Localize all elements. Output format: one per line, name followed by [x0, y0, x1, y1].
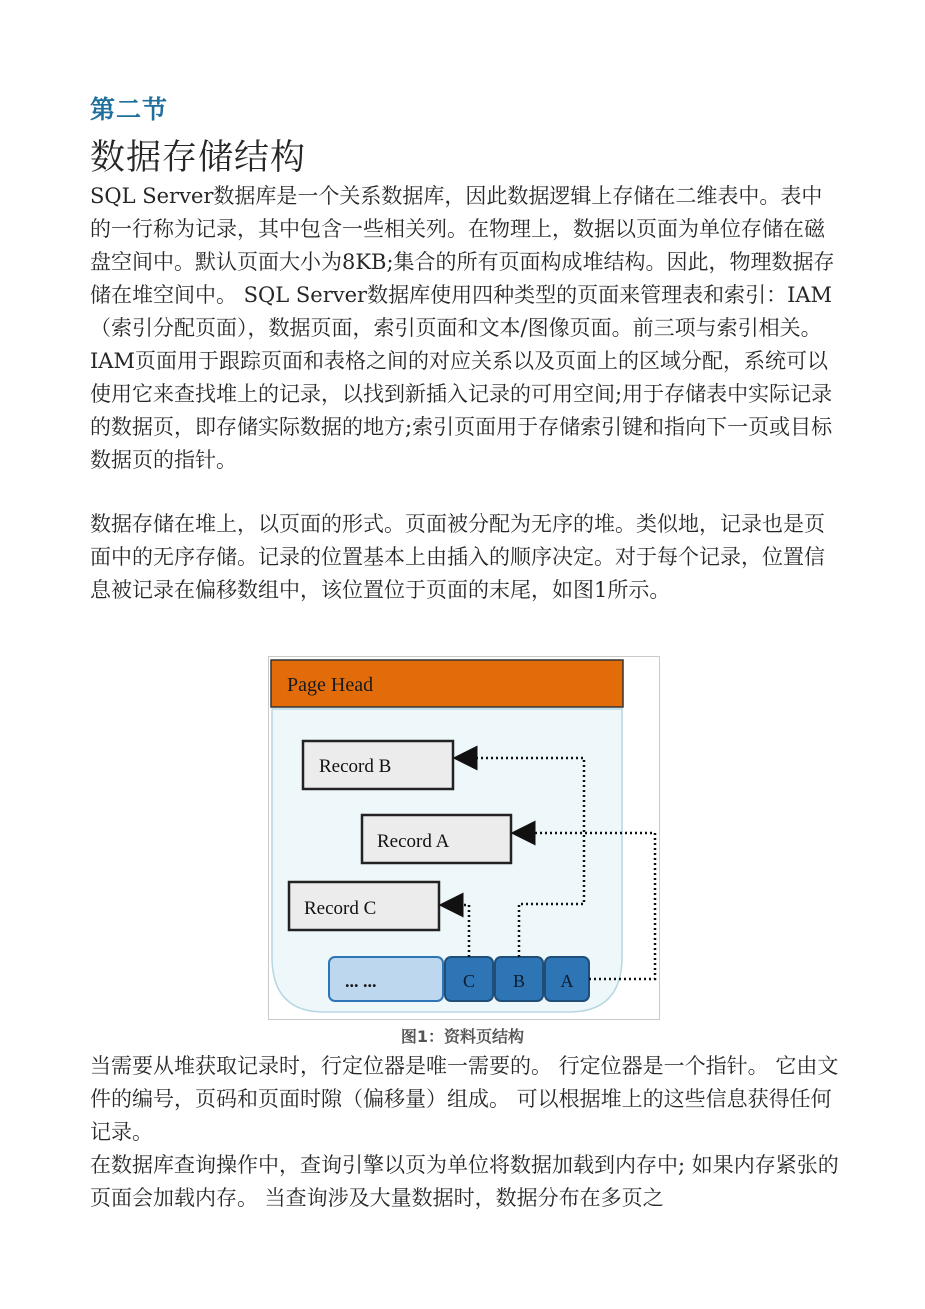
slot-c-label: C — [462, 971, 476, 991]
paragraph-1: SQL Server数据库是一个关系数据库，因此数据逻辑上存储在二维表中。表中的一行称为记录，其中包含一些相关列。在物理上，数据以页面为单位存储在磁盘空间中。默认页面大小为8KB;集合的所有页面构成堆结构。因此，物理数据存储在堆空间中。 SQL Server数据库使用四种类型的页面来管理表和索引：IAM（索引分配页面），数据页面，索引页面和文本/图像页面。前三项与索引相关。 IAM页面用于跟踪页面和表格之间的对应关系以及页面上的区域分配，系统可以使用它来查找堆上的记录，以找到新插入记录的可用空间;用于存储表中实际记录的数据页，即存储实际数据的地方;索引页面用于存储索引键和指向下一页或目标数据页的指针。 — [90, 184, 835, 472]
paragraph-2: 数据存储在堆上，以页面的形式。页面被分配为无序的堆。类似地，记录也是页面中的无序存储。记录的位置基本上由插入的顺序决定。对于每个记录，位置信息被记录在偏移数组中，该位置位于页面的末尾，如图1所示。 — [90, 512, 825, 602]
paragraph-3: 当需要从堆获取记录时，行定位器是唯一需要的。 行定位器是一个指针。 它由文件的编号，页码和页面时隙（偏移量）组成。 可以根据堆上的这些信息获得任何记录。 — [90, 1054, 839, 1144]
slot-ellipsis-label: ... ... — [345, 971, 377, 991]
slot-a-label: A — [560, 971, 574, 991]
slot-b-label: B — [512, 971, 526, 991]
figure-caption: 图1：资料页结构 — [400, 1027, 525, 1046]
page-head-label: Page Head — [287, 674, 374, 696]
section-title: 数据存储结构 — [90, 138, 307, 178]
section-number: 第二节 — [90, 95, 169, 124]
page-structure-figure — [268, 656, 660, 1020]
record-a-label: Record A — [377, 831, 450, 852]
page-structure-diagram — [269, 657, 659, 1019]
record-b-label: Record B — [319, 756, 392, 777]
paragraph-4: 在数据库查询操作中，查询引擎以页为单位将数据加载到内存中; 如果内存紧张的页面会加载内存。 当查询涉及大量数据时，数据分布在多页之 — [90, 1153, 839, 1210]
record-c-label: Record C — [304, 898, 377, 919]
